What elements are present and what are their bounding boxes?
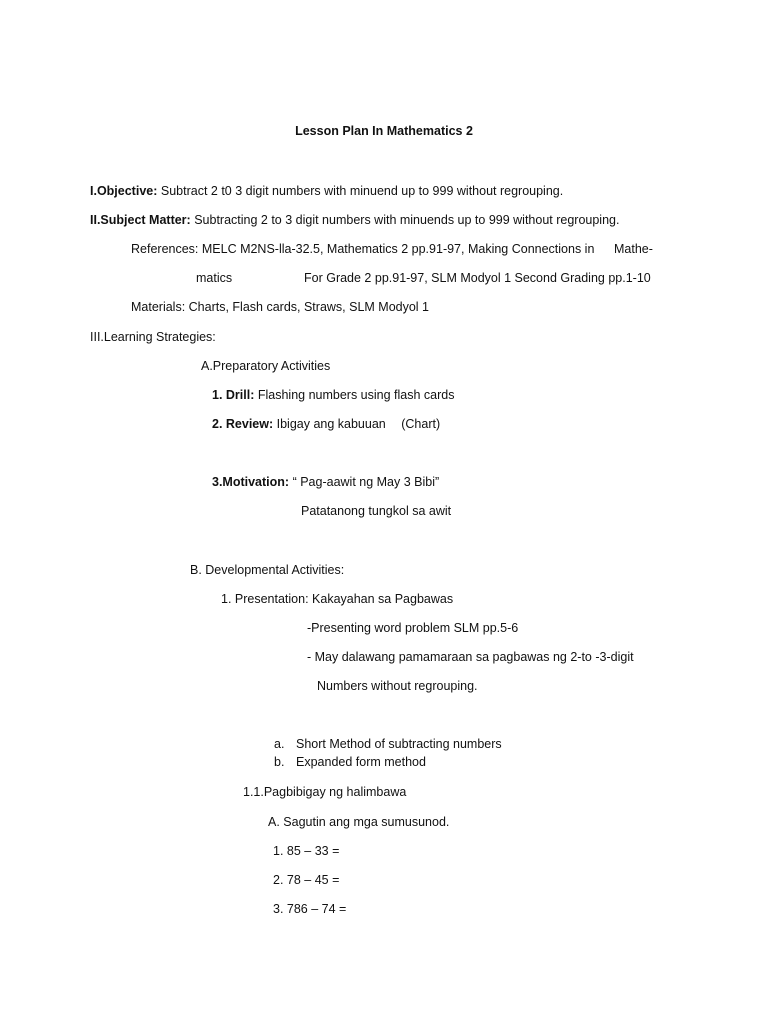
- exercise-item: 2. 78 – 45 =: [273, 873, 340, 887]
- materials-line: Materials: Charts, Flash cards, Straws, SLM Modyol 1: [131, 300, 430, 314]
- references-line-1: References: MELC M2NS-lla-32.5, Mathematics 2 pp.91-97, Making Connections in: [131, 242, 595, 256]
- drill-line: [212, 387, 454, 403]
- drill-label: 1. Drill:: [212, 388, 255, 402]
- exercise-item: 1. 85 – 33 =: [273, 844, 340, 858]
- exercise-item: 3. 786 – 74 =: [273, 902, 347, 916]
- method-marker: b.: [274, 755, 285, 769]
- objective-line: [90, 183, 563, 199]
- preparatory-heading: A.Preparatory Activities: [201, 359, 331, 373]
- subject-matter-line: [90, 212, 619, 228]
- review-text: Ibigay ang kabuuan: [276, 417, 386, 431]
- drill-text: Flashing numbers using flash cards: [257, 388, 455, 402]
- references-line-2a: matics: [196, 271, 233, 285]
- page-title: Lesson Plan In Mathematics 2: [295, 124, 473, 138]
- method-text: Short Method of subtracting numbers: [296, 737, 502, 751]
- review-note: (Chart): [401, 417, 441, 431]
- review-line: [212, 416, 440, 432]
- review-label: 2. Review:: [212, 417, 274, 431]
- presentation-bullet-2: - May dalawang pamamaraan sa pagbawas ng 2-to -3-digit: [307, 650, 634, 664]
- motivation-line: [212, 474, 439, 490]
- developmental-heading: B. Developmental Activities:: [190, 563, 345, 577]
- motivation-text: “ Pag-aawit ng May 3 Bibi”: [292, 475, 440, 489]
- subject-matter-text: Subtracting 2 to 3 digit numbers with minuends up to 999 without regrouping.: [194, 213, 620, 227]
- references-line-1-tail: Mathe-: [614, 242, 653, 256]
- motivation-sub-line: Patatanong tungkol sa awit: [301, 504, 452, 518]
- method-item-b: [274, 754, 426, 770]
- presentation-bullet-2-continued: Numbers without regrouping.: [317, 679, 478, 693]
- learning-strategies-heading: III.Learning Strategies:: [90, 330, 216, 344]
- objective-text: Subtract 2 t0 3 digit numbers with minuend up to 999 without regrouping.: [160, 184, 564, 198]
- motivation-label: 3.Motivation:: [212, 475, 290, 489]
- presentation-line: 1. Presentation: Kakayahan sa Pagbawas: [221, 592, 454, 606]
- presentation-bullet-1: -Presenting word problem SLM pp.5-6: [307, 621, 519, 635]
- method-marker: a.: [274, 737, 285, 751]
- method-item-a: [274, 736, 502, 752]
- references-line-2b: For Grade 2 pp.91-97, SLM Modyol 1 Second Grading pp.1-10: [304, 271, 651, 285]
- exercise-instruction: A. Sagutin ang mga sumusunod.: [268, 815, 450, 829]
- example-heading: 1.1.Pagbibigay ng halimbawa: [243, 785, 407, 799]
- method-text: Expanded form method: [296, 755, 426, 769]
- subject-matter-label: II.Subject Matter:: [90, 213, 191, 227]
- objective-label: I.Objective:: [90, 184, 158, 198]
